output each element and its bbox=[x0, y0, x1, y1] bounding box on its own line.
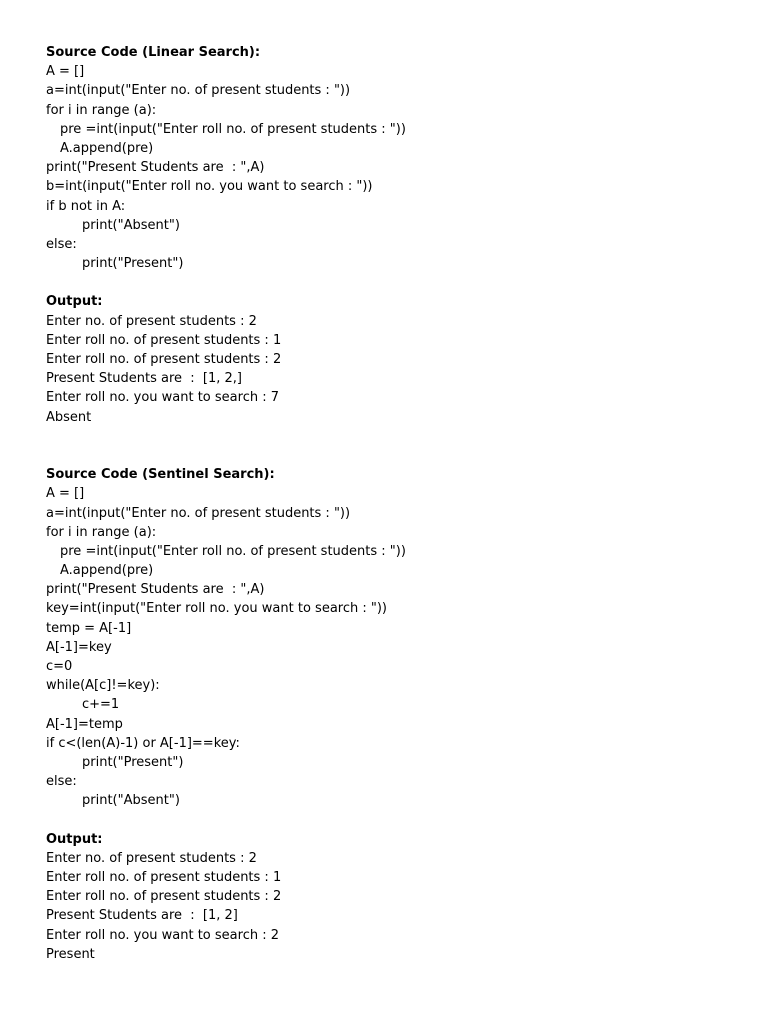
code-line: for i in range (a): bbox=[46, 102, 157, 118]
code-line: A.append(pre) bbox=[60, 140, 154, 156]
output-line: Enter roll no. of present students : 2 bbox=[46, 889, 282, 905]
code-line: c+=1 bbox=[82, 697, 120, 713]
sentinel-output-heading: Output: bbox=[46, 831, 103, 847]
output-line: Enter no. of present students : 2 bbox=[46, 850, 257, 866]
code-line: key=int(input("Enter roll no. you want to search : ")) bbox=[46, 601, 388, 617]
output-line: Enter roll no. of present students : 2 bbox=[46, 352, 282, 367]
code-line: pre =int(input("Enter roll no. of present students : ")) bbox=[60, 543, 406, 559]
code-line: A[-1]=key bbox=[46, 639, 112, 655]
code-line: pre =int(input("Enter roll no. of present students : ")) bbox=[60, 121, 406, 137]
linear-output-heading: Output: bbox=[46, 294, 103, 310]
spacer bbox=[46, 811, 726, 830]
output-line: Absent bbox=[46, 409, 92, 425]
code-line: A.append(pre) bbox=[60, 563, 154, 579]
code-line: A = [] bbox=[46, 64, 85, 80]
code-line: A = [] bbox=[46, 486, 85, 502]
code-line: print("Present Students are : ",A) bbox=[46, 582, 265, 598]
output-line: Enter roll no. you want to search : 2 bbox=[46, 927, 279, 943]
code-line: else: bbox=[46, 236, 77, 252]
spacer bbox=[46, 273, 726, 292]
code-line: for i in range (a): bbox=[46, 524, 157, 540]
code-line: a=int(input("Enter no. of present students : ")) bbox=[46, 505, 351, 521]
linear-search-output bbox=[46, 312, 726, 427]
code-line: temp = A[-1] bbox=[46, 620, 132, 636]
sentinel-search-output bbox=[46, 849, 726, 964]
code-line: print("Present") bbox=[82, 754, 184, 770]
linear-search-section bbox=[46, 43, 726, 427]
output-line: Enter roll no. of present students : 1 bbox=[46, 870, 282, 886]
output-line: Enter roll no. of present students : 1 bbox=[46, 332, 282, 348]
sentinel-search-code bbox=[46, 484, 726, 810]
output-line: Enter no. of present students : 2 bbox=[46, 313, 257, 329]
code-line: print("Present Students are : ",A) bbox=[46, 160, 265, 176]
code-line: print("Present") bbox=[82, 256, 184, 272]
code-line: A[-1]=temp bbox=[46, 716, 123, 732]
document-page bbox=[46, 43, 726, 964]
code-line: print("Absent") bbox=[82, 793, 180, 809]
output-line: Present Students are : [1, 2] bbox=[46, 908, 238, 924]
output-line: Enter roll no. you want to search : 7 bbox=[46, 390, 279, 406]
linear-search-heading: Source Code (Linear Search): bbox=[46, 45, 261, 60]
code-line: print("Absent") bbox=[82, 217, 180, 233]
output-line: Present Students are : [1, 2,] bbox=[46, 371, 243, 387]
code-line: else: bbox=[46, 774, 77, 790]
output-line: Present bbox=[46, 946, 95, 962]
spacer bbox=[46, 427, 726, 465]
linear-search-code bbox=[46, 62, 726, 273]
sentinel-search-heading: Source Code (Sentinel Search): bbox=[46, 467, 275, 483]
code-line: if b not in A: bbox=[46, 198, 126, 214]
code-line: b=int(input("Enter roll no. you want to search : ")) bbox=[46, 179, 373, 195]
code-line: while(A[c]!=key): bbox=[46, 678, 160, 694]
code-line: if c<(len(A)-1) or A[-1]==key: bbox=[46, 735, 240, 751]
code-line: c=0 bbox=[46, 659, 73, 675]
sentinel-search-section bbox=[46, 465, 726, 964]
code-line: a=int(input("Enter no. of present students : ")) bbox=[46, 83, 351, 99]
